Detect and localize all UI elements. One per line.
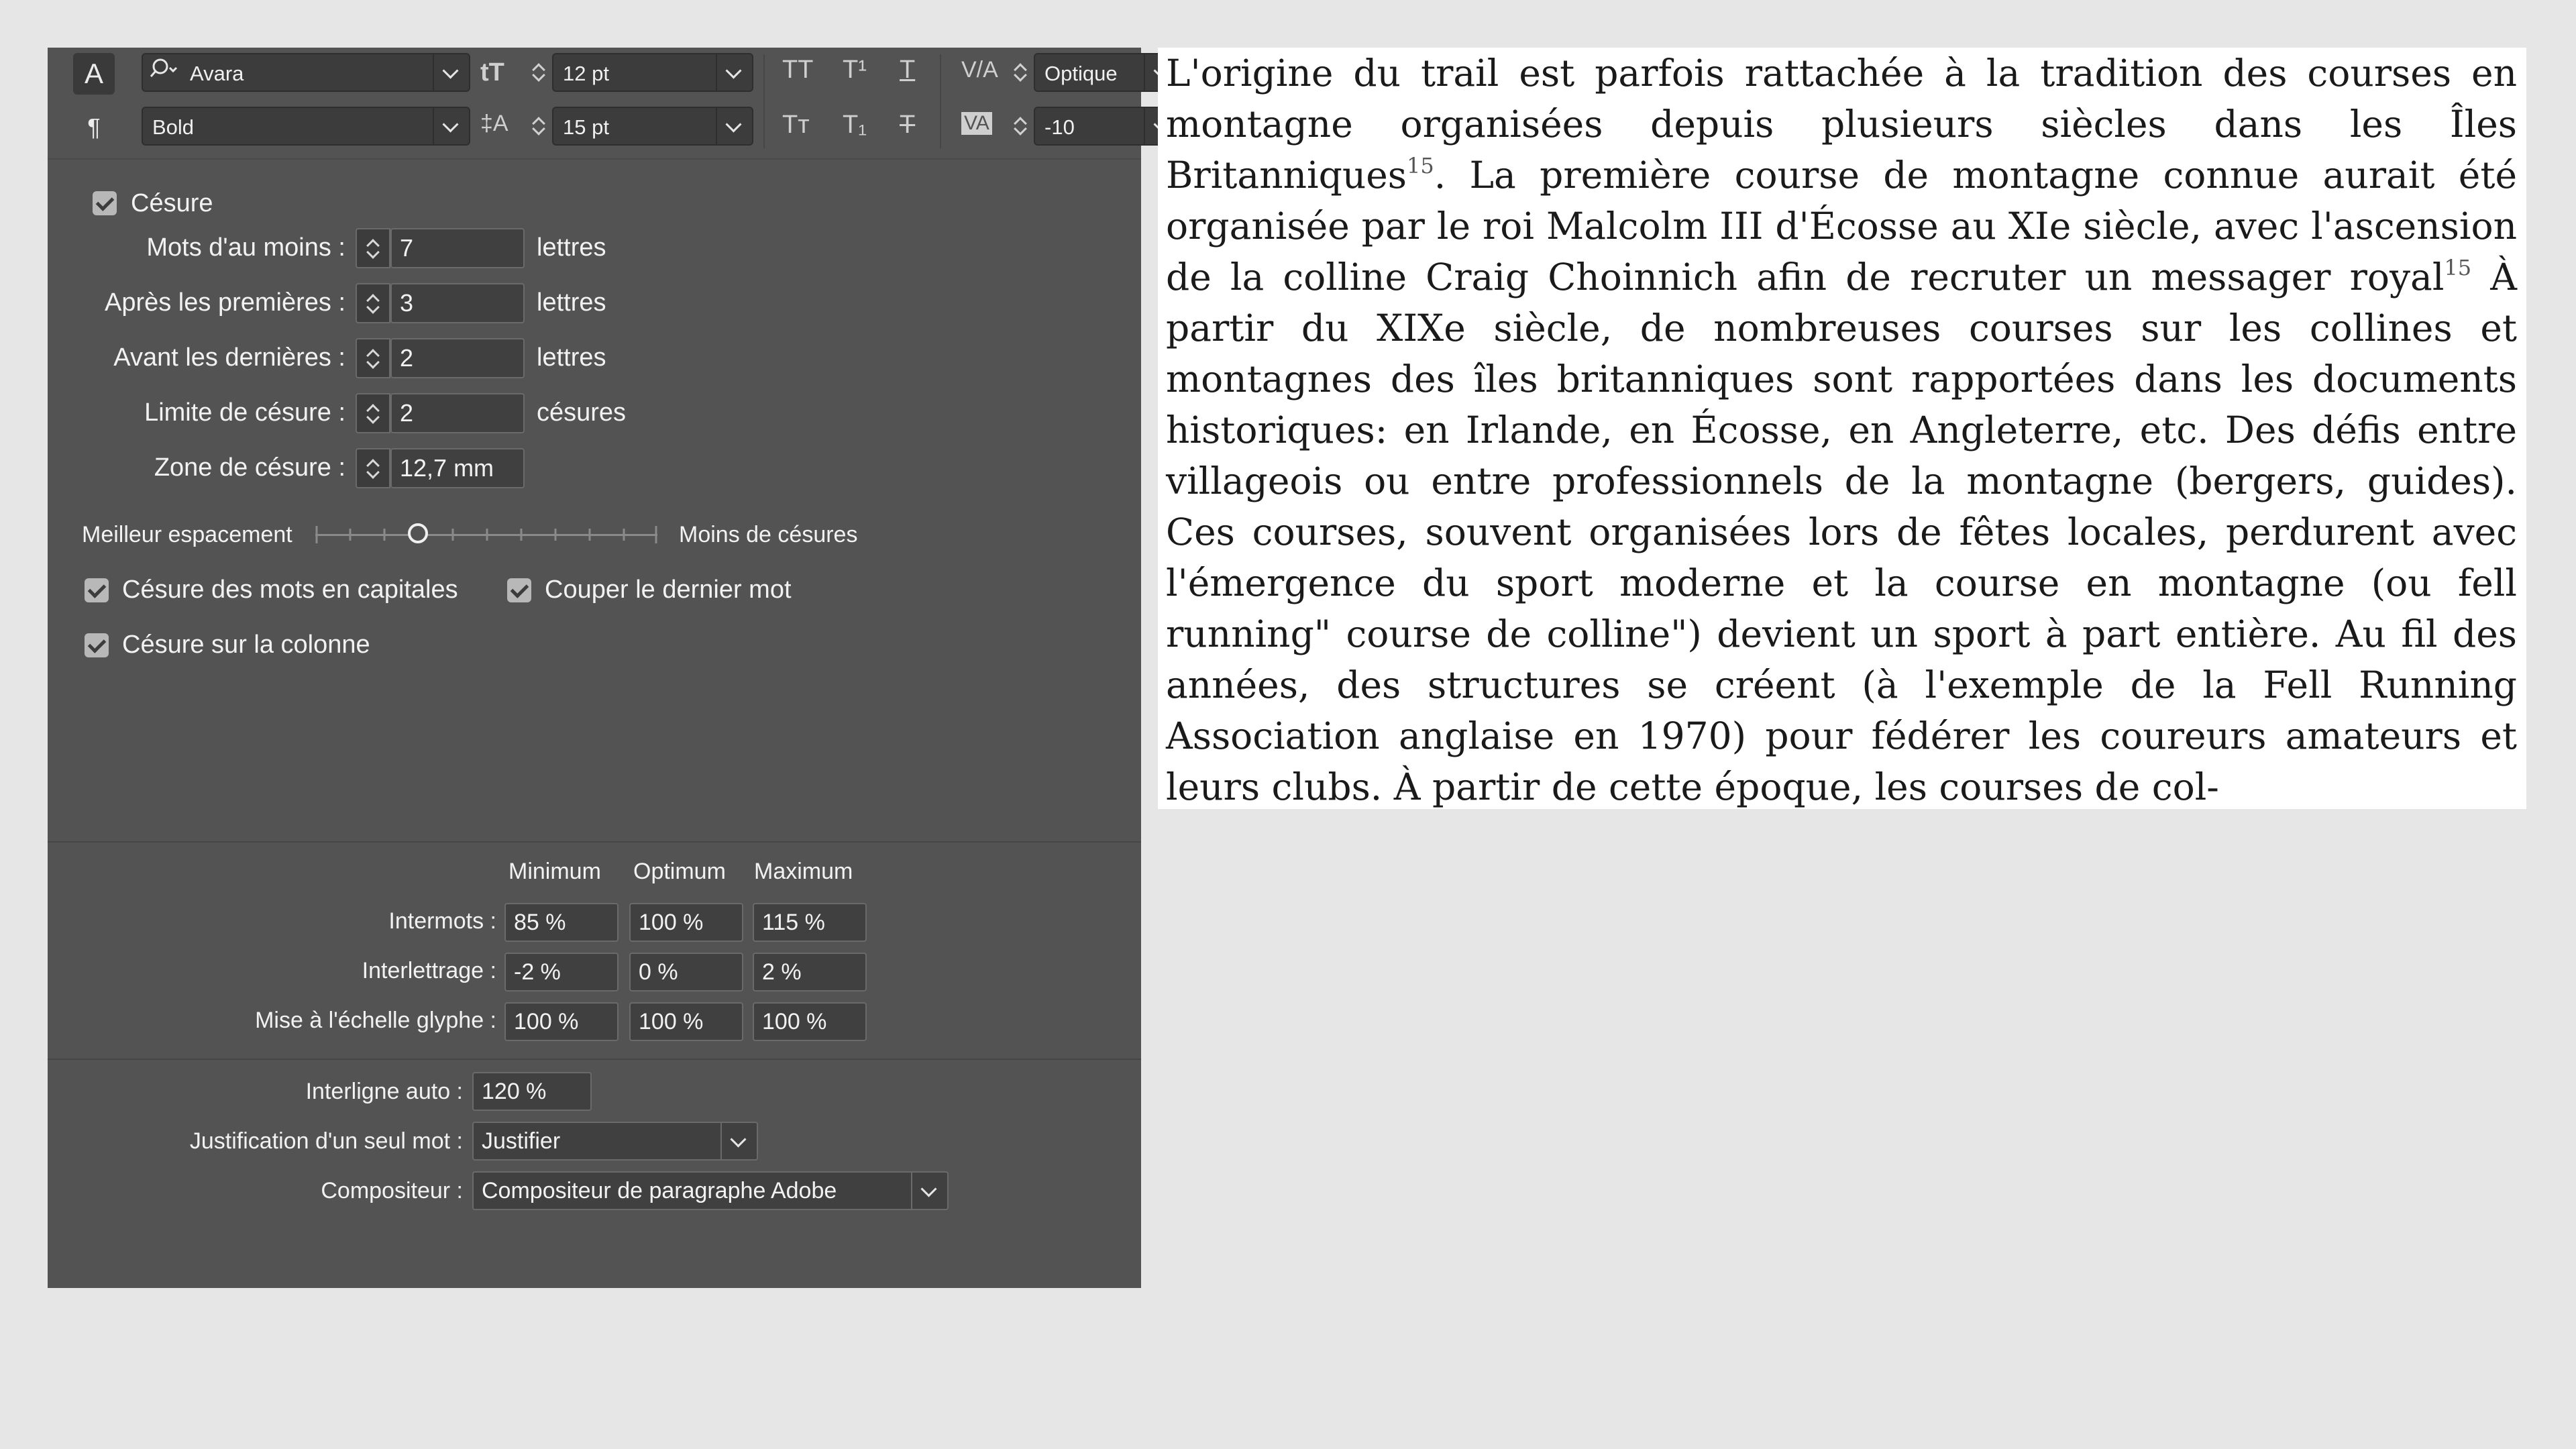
underline-icon[interactable]: T [900,56,916,84]
hyphen-limit-field[interactable]: 2 [390,393,525,433]
chevron-down-icon [725,116,741,132]
auto-leading-label: Interligne auto : [305,1079,463,1104]
superscript-icon[interactable]: T¹ [843,56,867,84]
kerning-value: Optique [1044,62,1118,85]
kerning-icon: V/A [961,57,998,83]
letter-spacing-min[interactable]: -2 % [504,953,619,991]
last-word-label: Couper le dernier mot [545,576,792,604]
slider-right-label: Moins de césures [679,522,858,547]
small-caps-icon[interactable]: Tт [782,111,810,139]
min-word-stepper[interactable] [356,228,390,268]
column-hyphen-label: Césure sur la colonne [122,631,370,659]
hyphen-zone-field[interactable]: 12,7 mm [390,448,525,488]
hyphen-limit-unit: césures [537,398,627,427]
chevron-down-icon [730,1131,746,1147]
composer-label: Compositeur : [321,1178,463,1203]
col-minimum-header: Minimum [508,859,601,884]
glyph-scaling-min[interactable]: 100 % [504,1002,619,1041]
character-control-bar [48,48,1141,160]
word-spacing-label: Intermots : [388,908,496,934]
after-first-unit: lettres [537,288,606,317]
caps-hyphen-label: Césure des mots en capitales [122,576,458,604]
text-preview [1158,48,2526,809]
before-last-field[interactable]: 2 [390,338,525,378]
sample-text-2: . La première course de montagne connue aurait été organisée par le roi Malcolm III d'Écosse au XIe siècle, avec l'ascension de la colline Craig Choinnich afin de recruter un messager royal [1166,154,2517,299]
caps-hyphen-checkbox[interactable] [85,578,109,602]
section-divider [48,1059,1141,1060]
glyph-scaling-label: Mise à l'échelle glyphe : [255,1008,496,1033]
min-word-field[interactable]: 7 [390,228,525,268]
leading-value: 15 pt [563,115,609,139]
spacing-slider-track[interactable] [315,534,657,536]
before-last-stepper[interactable] [356,338,390,378]
leading-field[interactable] [552,107,753,146]
font-style-value: Bold [152,115,195,139]
single-word-select[interactable] [472,1122,758,1161]
col-maximum-header: Maximum [754,859,853,884]
after-first-stepper[interactable] [356,283,390,323]
word-spacing-opt[interactable]: 100 % [629,903,743,942]
strikethrough-icon[interactable]: T [900,111,916,139]
single-word-value: Justifier [482,1128,561,1154]
auto-leading-field[interactable]: 120 % [472,1072,592,1111]
chevron-down-icon [442,116,458,132]
font-size-value: 12 pt [563,62,609,85]
letter-spacing-opt[interactable]: 0 % [629,953,743,991]
leading-stepper[interactable] [525,107,552,146]
font-style-select[interactable] [142,107,470,146]
word-spacing-max[interactable]: 115 % [753,903,867,942]
after-first-label: Après les premières : [104,288,345,317]
tracking-icon: VA [961,112,992,135]
col-optimum-header: Optimum [633,859,726,884]
min-word-unit: lettres [537,233,606,262]
sample-text-1: L'origine du trail est parfois rattachée à la tradition des courses en montagne organisées depuis plusieurs siècles dans les Îles Britanniques [1166,52,2517,197]
font-size-field[interactable] [552,53,753,92]
sample-paragraph [1166,48,2517,812]
subscript-icon[interactable]: T₁ [843,111,867,139]
composer-select[interactable] [472,1171,949,1210]
paragraph-mode-button[interactable]: ¶ [87,113,101,141]
font-family-value: Avara [190,62,244,85]
hyphen-zone-stepper[interactable] [356,448,390,488]
panel-divider [48,841,1141,843]
glyph-scaling-opt[interactable]: 100 % [629,1002,743,1041]
hyphenation-panel [48,48,1141,843]
hyphen-limit-stepper[interactable] [356,393,390,433]
leading-icon: ‡A [480,111,508,136]
tracking-stepper[interactable] [1007,107,1034,146]
hyphen-limit-label: Limite de césure : [144,398,345,427]
footnote-ref: 15 [2444,255,2472,280]
before-last-unit: lettres [537,343,606,372]
tracking-value: -10 [1044,115,1075,139]
hyphenation-checkbox[interactable] [93,191,117,215]
hyphenation-label: Césure [131,189,213,217]
composer-value: Compositeur de paragraphe Adobe [482,1178,837,1203]
search-icon [150,54,182,94]
font-family-select[interactable] [142,53,470,92]
min-word-label: Mots d'au moins : [146,233,345,262]
toolbar-separator [940,54,941,148]
sample-text-3: À partir du XIXe siècle, de nombreuses courses sur les collines et montagnes des îles britanniques sont rapportées dans les documents historiques: en Irlande, en Écosse, en Angleterre, etc. Des défis entre villageois ou entre professionnels de la montagne (bergers, guides). Ces courses, souvent organisées lors de fêtes locales, perdurent avec l'émergence du sport moderne et la course en montagne (ou fell running" course de colline") devient un sport à part entière. Au fil des années, des structures se créent (à l'exemple de la Fell Running Association anglaise en 1970) pour fédérer les coureurs amateurs et leurs clubs. À partir de cette époque, les courses de col- [1166,256,2517,808]
letter-spacing-max[interactable]: 2 % [753,953,867,991]
column-hyphen-checkbox[interactable] [85,633,109,657]
last-word-checkbox[interactable] [507,578,531,602]
toolbar-separator [763,54,765,148]
single-word-label: Justification d'un seul mot : [189,1128,463,1154]
character-mode-button[interactable]: A [73,53,115,95]
letter-spacing-label: Interlettrage : [362,958,496,983]
hyphen-zone-label: Zone de césure : [154,453,345,482]
glyph-scaling-max[interactable]: 100 % [753,1002,867,1041]
chevron-down-icon [725,62,741,78]
spacing-slider-thumb[interactable] [408,523,428,543]
chevron-down-icon [920,1181,936,1197]
slider-left-label: Meilleur espacement [82,522,292,547]
slider-ticks [315,526,657,546]
kerning-stepper[interactable] [1007,53,1034,92]
before-last-label: Avant les dernières : [113,343,345,372]
font-size-stepper[interactable] [525,53,552,92]
font-size-icon: tT [480,58,504,87]
all-caps-icon[interactable]: TT [782,56,814,84]
footnote-ref: 15 [1407,153,1434,178]
after-first-field[interactable]: 3 [390,283,525,323]
chevron-down-icon [442,62,458,78]
word-spacing-min[interactable]: 85 % [504,903,619,942]
